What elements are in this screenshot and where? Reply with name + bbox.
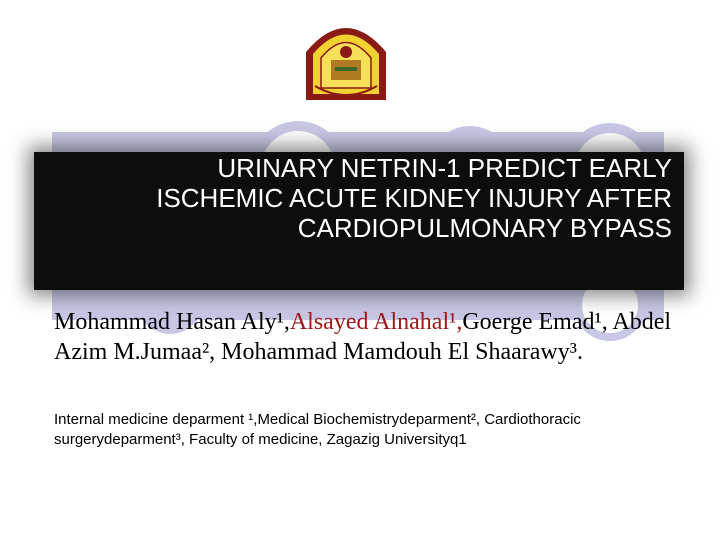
title-line: ISCHEMIC ACUTE KIDNEY INJURY AFTER bbox=[156, 183, 672, 213]
presentation-title bbox=[156, 153, 672, 243]
university-seal-icon bbox=[301, 12, 391, 104]
author-text: Mohammad Hasan Aly¹, bbox=[54, 309, 290, 335]
author-text: Goerge Emad¹, Abdel Azim M.Jumaa², Mohammad Mamdouh El Shaarawy³. bbox=[54, 309, 672, 365]
title-line: CARDIOPULMONARY BYPASS bbox=[297, 213, 672, 243]
affiliation-text: Internal medicine deparment ¹,Medical Biochemistrydeparment², Cardiothoracic surgerydeparment³, Faculty of medicine, Zagazig Universityq1 bbox=[54, 411, 581, 448]
author-highlighted: Alsayed Alnahal¹, bbox=[289, 309, 463, 335]
university-seal-logo bbox=[301, 12, 391, 104]
title-box bbox=[34, 152, 684, 290]
author-list bbox=[54, 307, 694, 367]
title-line: URINARY NETRIN-1 PREDICT EARLY bbox=[217, 153, 672, 183]
